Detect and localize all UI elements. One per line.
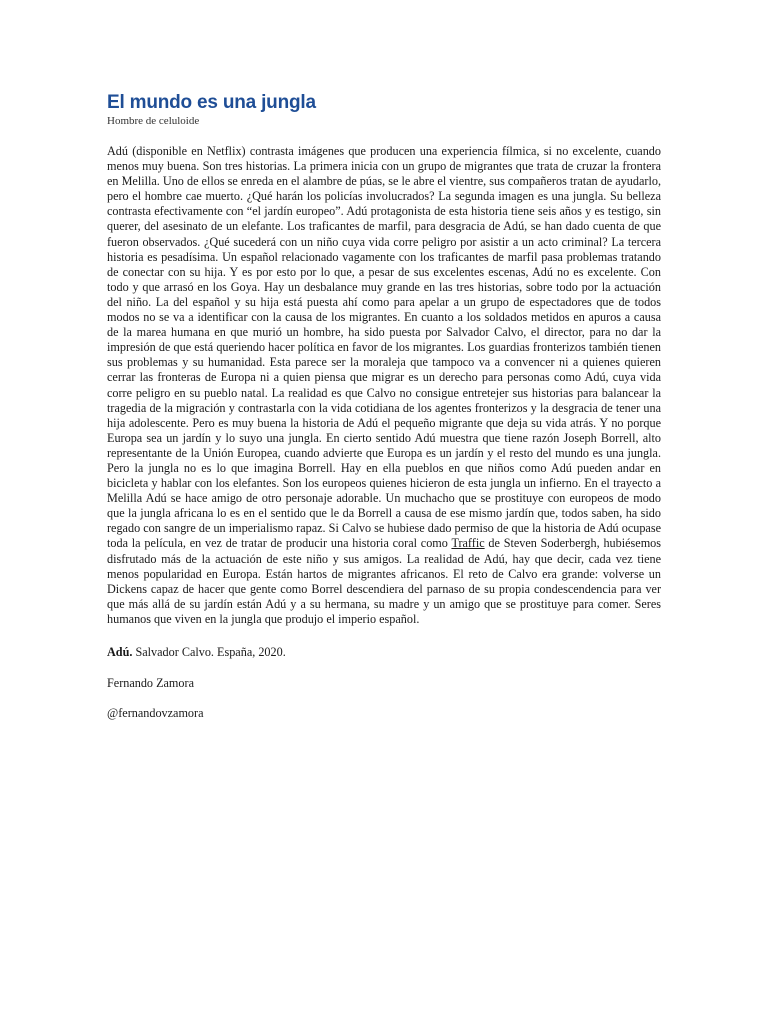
- article-title: El mundo es una jungla: [107, 92, 316, 113]
- author-handle: @fernandovzamora: [107, 706, 204, 720]
- traffic-link[interactable]: Traffic: [451, 536, 485, 551]
- film-credit: [107, 645, 661, 660]
- article-subtitle: Hombre de celuloide: [107, 115, 200, 127]
- film-title: Adú.: [107, 645, 133, 659]
- body-text-part-2: de Steven Soderbergh, hubiésemos disfrutado más de la actuación de este niño y sus amigos. La realidad de Adú, hay que decir, cada vez tiene menos popularidad en Europa. Están hartos de migrantes africanos. El reto de Calvo era grande: volverse un Dickens capaz de hacer que gente como Borrel descendiera del parnaso de su propia condescendencia para ver que más allá de su jardín están Adú y a su hermana, su madre y un amigo que se prostituye para comer. Seres humanos que viven en la jungla que produjo el imperio español.: [107, 536, 662, 626]
- body-text-part-1: Adú (disponible en Netflix) contrasta imágenes que producen una experiencia fílmica, si no excelente, cuando menos muy buena. Son tres historias. La primera inicia con un grupo de migrantes que trata de cruzar la frontera en Melilla. Uno de ellos se enreda en el alambre de púas, se le abre el vientre, sus compañeros tratan de ayudarlo, pero el hombre cae muerto. ¿Qué harán los policías involucrados? La segunda imagen es una jungla. Su belleza contrasta efectivamente con “el jardín europeo”. Adú protagonista de esta historia tiene seis años y es testigo, sin querer, del asesinato de un elefante. Los traficantes de marfil, para desgracia de Adú, se han dado cuenta de que fueron observados. ¿Qué sucederá con un niño cuya vida corre peligro por asistir a un acto criminal? La tercera historia es pesadísima. Un español relacionado vagamente con los traficantes de marfil pasa problemas tratando de conectar con su hija. Y es por esto por lo que, a pesar de sus excelentes escenas, Adú no es excelente. Con todo y que arrasó en los Goya. Hay un desbalance muy grande en las tres historias, sobre todo por la actuación del niño. La del español y su hija está puesta ahí como para apelar a un grupo de espectadores que de todos modos no se va a identificar con la causa de los migrantes. En cuanto a los soldados metidos en apuros a causa de la marea humana en que murió un hombre, ha sido puesta por Salvador Calvo, el director, para no dar la impresión de que está queriendo hacer política en favor de los migrantes. Los guardias fronterizos también tienen sus problemas y su humanidad. Esta parece ser la moraleja que tampoco va a convencer ni a quienes quieren cerrar las fronteras de Europa ni a quien piensa que migrar es un derecho para personas como Adú, cuya vida corre peligro en su pueblo natal. La realidad es que Calvo no consigue entretejer sus historias para balancear la tragedia de la migración y contrastarla con la vida cotidiana de los agentes fronterizos y la desgracia de tener una hija adolescente. Pero es muy buena la historia de Adú el pequeño migrante que deja su vida atrás. Y no porque Europa sea un jardín y lo suyo una jungla. En cierto sentido Adú muestra que tiene razón Joseph Borrell, alto representante de la Unión Europea, cuando advierte que Europa es un jardín y el resto del mundo es una jungla. Pero la jungla no es lo que imagina Borrell. Hay en ella pueblos en que niños como Adú pueden andar en bicicleta y hablar con los elefantes. Son los europeos quienes hicieron de esta jungla un infierno. En el trayecto a Melilla Adú se hace amigo de otro personaje adorable. Un muchacho que se prostituye con europeos de modo que la jungla africana lo es en el sentido que le da Borrell a causa de ese mismo jardín que, todos saben, ha sido regado con sangre de un imperialismo rapaz. Si Calvo se hubiese dado permiso de que la historia de Adú ocupase toda la película, en vez de tratar de producir una historia coral como: [107, 144, 661, 551]
- article-body: [107, 144, 661, 627]
- article: [107, 92, 661, 721]
- author-name: Fernando Zamora: [107, 676, 194, 690]
- film-details: Salvador Calvo. España, 2020.: [132, 645, 286, 659]
